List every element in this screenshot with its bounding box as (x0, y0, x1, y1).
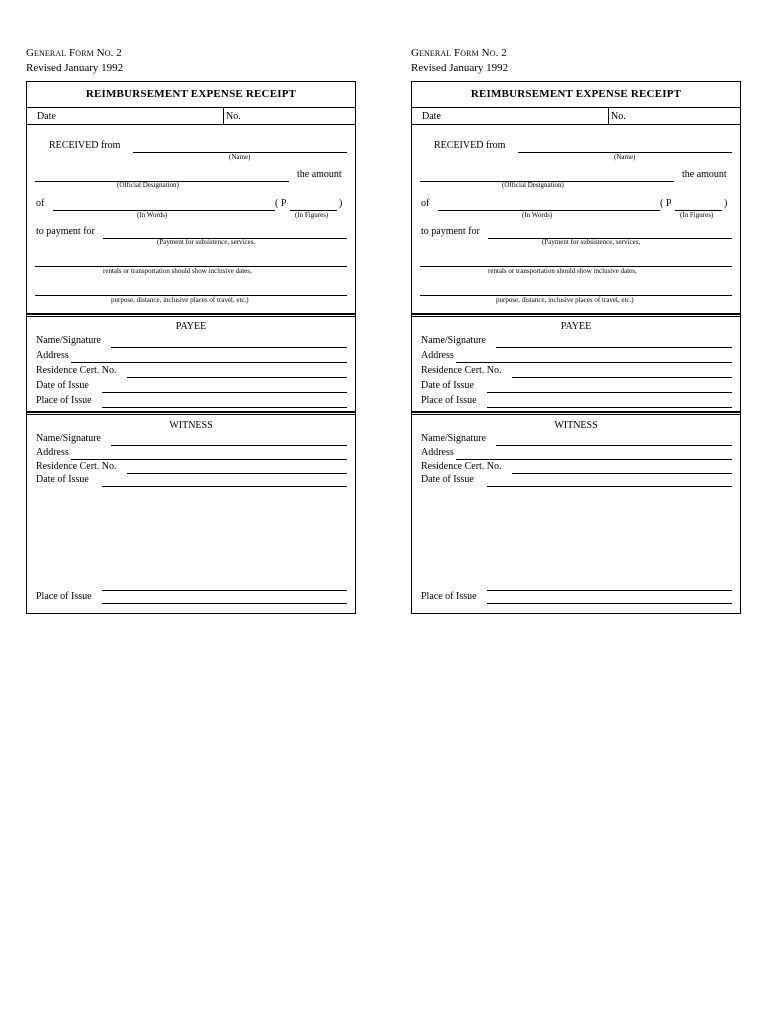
payee-address-label: Address (421, 350, 454, 361)
of-label: of (36, 198, 45, 209)
paren-p-label: ( P (275, 198, 287, 209)
payee-residence-line[interactable] (127, 377, 347, 378)
date-no-divider (223, 108, 224, 124)
payment-caption-1: (Payment for subsistence, services, (542, 238, 641, 246)
payee-place-issue-line[interactable] (102, 407, 347, 408)
title-box (26, 81, 356, 108)
witness-place-issue-label: Place of Issue (36, 591, 92, 602)
form-no: No. 2 (481, 47, 507, 59)
received-from-label: RECEIVED from (434, 140, 506, 151)
witness-name-line[interactable] (111, 445, 347, 446)
revised-date: Revised January 1992 (411, 62, 509, 74)
payment-caption-2: rentals or transportation should show inclusive dates, (488, 267, 637, 275)
witness-name-label: Name/Signature (421, 433, 486, 444)
the-amount-label: the amount (682, 169, 727, 180)
payee-date-issue-line[interactable] (487, 392, 732, 393)
paren-close: ) (339, 198, 343, 209)
payee-name-label: Name/Signature (421, 335, 486, 346)
receipt-form-left (26, 0, 356, 640)
official-designation-caption: (Official Designation) (117, 181, 179, 189)
witness-date-issue-line[interactable] (487, 486, 732, 487)
payee-name-line[interactable] (496, 347, 732, 348)
form-prefix: General Form (411, 47, 479, 59)
witness-place-issue-label: Place of Issue (421, 591, 477, 602)
form-prefix: General Form (26, 47, 94, 59)
date-label: Date (37, 111, 56, 122)
witness-date-issue-line[interactable] (102, 486, 347, 487)
witness-name-line[interactable] (496, 445, 732, 446)
payee-heading: PAYEE (175, 321, 207, 332)
form-number (411, 47, 507, 59)
official-designation-caption: (Official Designation) (502, 181, 564, 189)
form-no: No. 2 (96, 47, 122, 59)
payee-address-line[interactable] (456, 362, 732, 363)
form-title: REIMBURSEMENT EXPENSE RECEIPT (85, 88, 297, 100)
to-payment-for-label: to payment for (421, 226, 480, 237)
payee-place-issue-line[interactable] (487, 407, 732, 408)
witness-place-issue-line-1[interactable] (102, 590, 347, 591)
payee-heading: PAYEE (560, 321, 592, 332)
witness-name-label: Name/Signature (36, 433, 101, 444)
payee-residence-label: Residence Cert. No. (421, 365, 502, 376)
form-title: REIMBURSEMENT EXPENSE RECEIPT (470, 88, 682, 100)
witness-residence-line[interactable] (512, 473, 732, 474)
payee-residence-line[interactable] (512, 377, 732, 378)
receipt-body (411, 124, 741, 314)
witness-place-issue-line-2[interactable] (487, 603, 732, 604)
received-from-label: RECEIVED from (49, 140, 121, 151)
name-caption: (Name) (614, 153, 636, 161)
witness-place-issue-line-2[interactable] (102, 603, 347, 604)
payment-caption-1: (Payment for subsistence, services, (157, 238, 256, 246)
the-amount-label: the amount (297, 169, 342, 180)
payee-address-label: Address (36, 350, 69, 361)
witness-section (411, 412, 741, 614)
payee-name-line[interactable] (111, 347, 347, 348)
payee-place-issue-label: Place of Issue (421, 395, 477, 406)
payee-section (26, 314, 356, 412)
payee-date-issue-label: Date of Issue (421, 380, 474, 391)
in-figures-caption: (In Figures) (680, 211, 714, 219)
no-label: No. (226, 111, 241, 122)
title-box (411, 81, 741, 108)
witness-address-label: Address (36, 447, 69, 458)
date-row (26, 107, 356, 125)
witness-date-issue-label: Date of Issue (36, 474, 89, 485)
of-label: of (421, 198, 430, 209)
witness-section (26, 412, 356, 614)
date-no-divider (608, 108, 609, 124)
name-caption: (Name) (229, 153, 251, 161)
witness-heading: WITNESS (169, 420, 213, 431)
date-row (411, 107, 741, 125)
witness-residence-label: Residence Cert. No. (421, 461, 502, 472)
witness-address-label: Address (421, 447, 454, 458)
payee-address-line[interactable] (71, 362, 347, 363)
payee-date-issue-line[interactable] (102, 392, 347, 393)
payment-caption-2: rentals or transportation should show inclusive dates, (103, 267, 252, 275)
in-words-caption: (In Words) (522, 211, 553, 219)
revised-date: Revised January 1992 (26, 62, 124, 74)
payment-caption-3: purpose, distance, inclusive places of travel, etc.) (496, 296, 634, 304)
witness-residence-label: Residence Cert. No. (36, 461, 117, 472)
witness-address-line[interactable] (71, 459, 347, 460)
witness-address-line[interactable] (456, 459, 732, 460)
payee-section (411, 314, 741, 412)
payment-caption-3: purpose, distance, inclusive places of travel, etc.) (111, 296, 249, 304)
no-label: No. (611, 111, 626, 122)
payee-name-label: Name/Signature (36, 335, 101, 346)
witness-residence-line[interactable] (127, 473, 347, 474)
in-words-caption: (In Words) (137, 211, 168, 219)
receipt-body (26, 124, 356, 314)
in-figures-caption: (In Figures) (295, 211, 329, 219)
form-number (26, 47, 122, 59)
paren-p-label: ( P (660, 198, 672, 209)
to-payment-for-label: to payment for (36, 226, 95, 237)
receipt-form-right (411, 0, 741, 640)
witness-heading: WITNESS (554, 420, 598, 431)
witness-date-issue-label: Date of Issue (421, 474, 474, 485)
payee-place-issue-label: Place of Issue (36, 395, 92, 406)
payee-date-issue-label: Date of Issue (36, 380, 89, 391)
paren-close: ) (724, 198, 728, 209)
witness-place-issue-line-1[interactable] (487, 590, 732, 591)
payee-residence-label: Residence Cert. No. (36, 365, 117, 376)
date-label: Date (422, 111, 441, 122)
